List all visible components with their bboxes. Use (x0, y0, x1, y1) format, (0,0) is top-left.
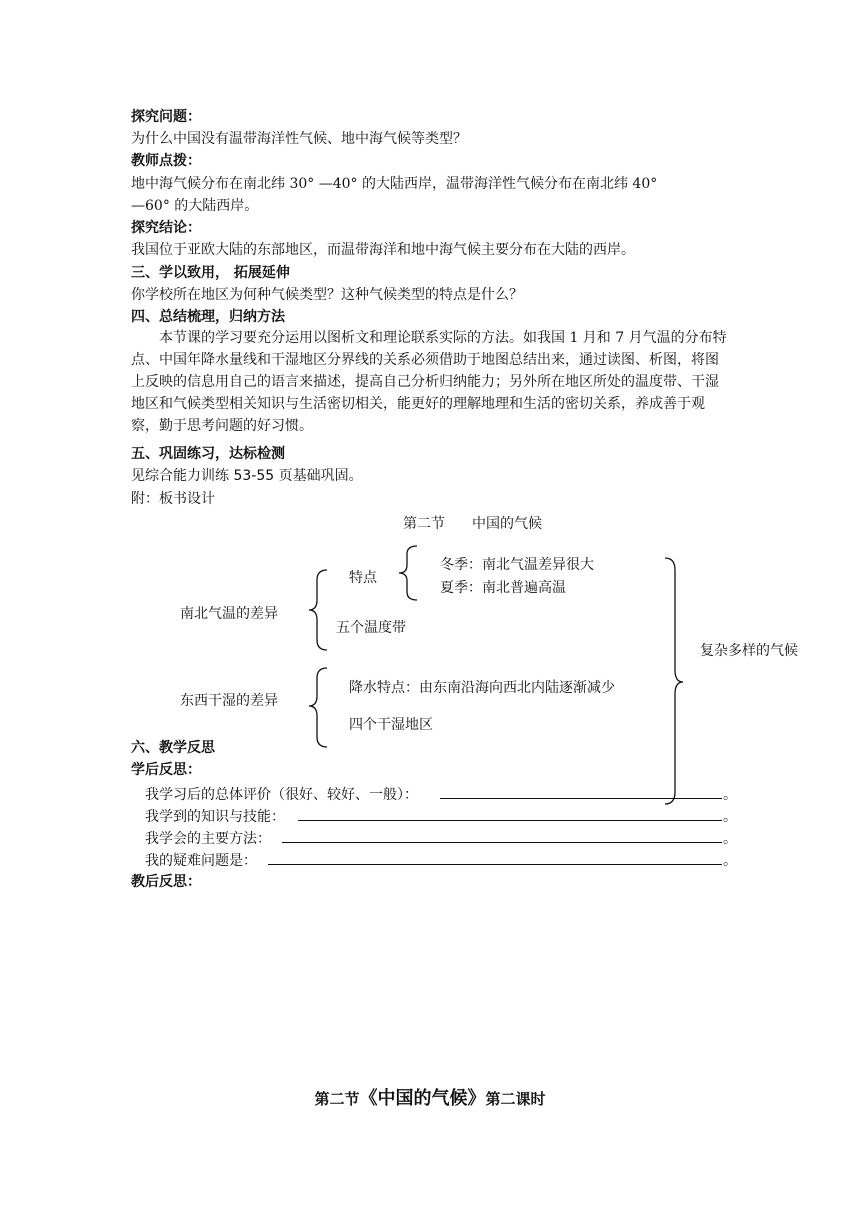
section5-text-b: 页基础巩固。 (274, 468, 363, 484)
board-temp-diff: 南北气温的差异 (180, 606, 278, 622)
conclusion-heading: 探究结论： (131, 220, 201, 236)
reflection-q4-blank[interactable] (268, 863, 722, 865)
board-winter: 冬季：南北气温差异很大 (440, 557, 594, 573)
board-title: 中国的气候 (472, 516, 542, 532)
board-summer: 夏季：南北普遍高温 (440, 580, 566, 596)
brace-temp (309, 570, 327, 650)
reflection-q1-blank[interactable] (440, 797, 722, 799)
next-lesson-title (0, 1084, 860, 1110)
section4-paragraph: 本节课的学习要充分运用以图析文和理论联系实际的方法。如我国 1 月和 7 月气温的分布特点、中国年降水量线和干湿地区分界线的关系必须借助于地图总结出来，通过读图、析图，将图上反映的信息用自己的语言来描述，提高自己分析归纳能力；另外所在地区所处的温度带、干湿地区和气候类型相关知识与生活密切相关，能更好的理解地理和生活的密切关系，养成善于观察，勤于思考问题的好习惯。 (131, 330, 727, 434)
conclusion-text: 我国位于亚欧大陆的东部地区，而温带海洋和地中海气候主要分布在大陆的西岸。 (131, 242, 635, 258)
brace-summary (665, 558, 683, 804)
reflection-q2-label: 我学到的知识与技能： (145, 809, 285, 825)
teacher-reflection-heading: 教后反思： (131, 874, 201, 890)
section5-text-a: 见综合能力训练 (131, 468, 234, 484)
reflection-q4-label: 我的疑难问题是： (145, 853, 257, 869)
reflection-q1-period: 。 (723, 787, 737, 803)
section6-heading: 六、教学反思 (131, 740, 215, 756)
board-features: 特点 (349, 570, 377, 586)
reflection-q3-period: 。 (723, 831, 737, 847)
section3-text: 你学校所在地区为何种气候类型？这种气候类型的特点是什么？ (131, 287, 523, 303)
reflection-q2-blank[interactable] (298, 819, 722, 821)
next-title-suffix: 第二课时 (485, 1090, 546, 1108)
brace-features (399, 546, 417, 600)
brace-drywet (309, 668, 327, 747)
reflection-q2-period: 。 (723, 809, 737, 825)
board-dry-wet-diff: 东西干湿的差异 (180, 693, 278, 709)
board-five-zones: 五个温度带 (336, 620, 406, 636)
reflection-q3-label: 我学会的主要方法： (145, 831, 271, 847)
board-precip: 降水特点：由东南沿海向西北内陆逐渐减少 (349, 680, 615, 696)
section5-pages: 53-55 (233, 468, 275, 484)
next-title-prefix: 第二节 (314, 1090, 360, 1108)
section3-heading: 三、学以致用， 拓展延伸 (131, 265, 290, 281)
board-title-prefix: 第二节 (403, 516, 445, 532)
teacher-hint-line1: 地中海气候分布在南北纬 30° —40° 的大陆西岸，温带海洋性气候分布在南北纬 40° (131, 176, 658, 192)
board-four-regions: 四个干湿地区 (349, 717, 433, 733)
inquiry-question: 为什么中国没有温带海洋性气候、地中海气候等类型？ (131, 131, 467, 147)
section5-heading: 五、巩固练习，达标检测 (131, 446, 285, 462)
inquiry-question-heading: 探究问题： (131, 109, 201, 125)
student-reflection-heading: 学后反思： (131, 762, 201, 778)
reflection-q4-period: 。 (723, 853, 737, 869)
appendix-label: 附：板书设计 (131, 491, 215, 507)
board-summary: 复杂多样的气候 (700, 643, 798, 659)
reflection-q3-blank[interactable] (282, 841, 722, 843)
reflection-q1-label: 我学习后的总体评价（很好、较好、一般）： (145, 787, 418, 803)
next-title-main: 《中国的气候》 (359, 1088, 486, 1109)
section4-heading: 四、总结梳理，归纳方法 (131, 309, 285, 325)
teacher-hint-heading: 教师点拨： (131, 153, 201, 169)
teacher-hint-line2: —60° 的大陆西岸。 (131, 198, 259, 214)
